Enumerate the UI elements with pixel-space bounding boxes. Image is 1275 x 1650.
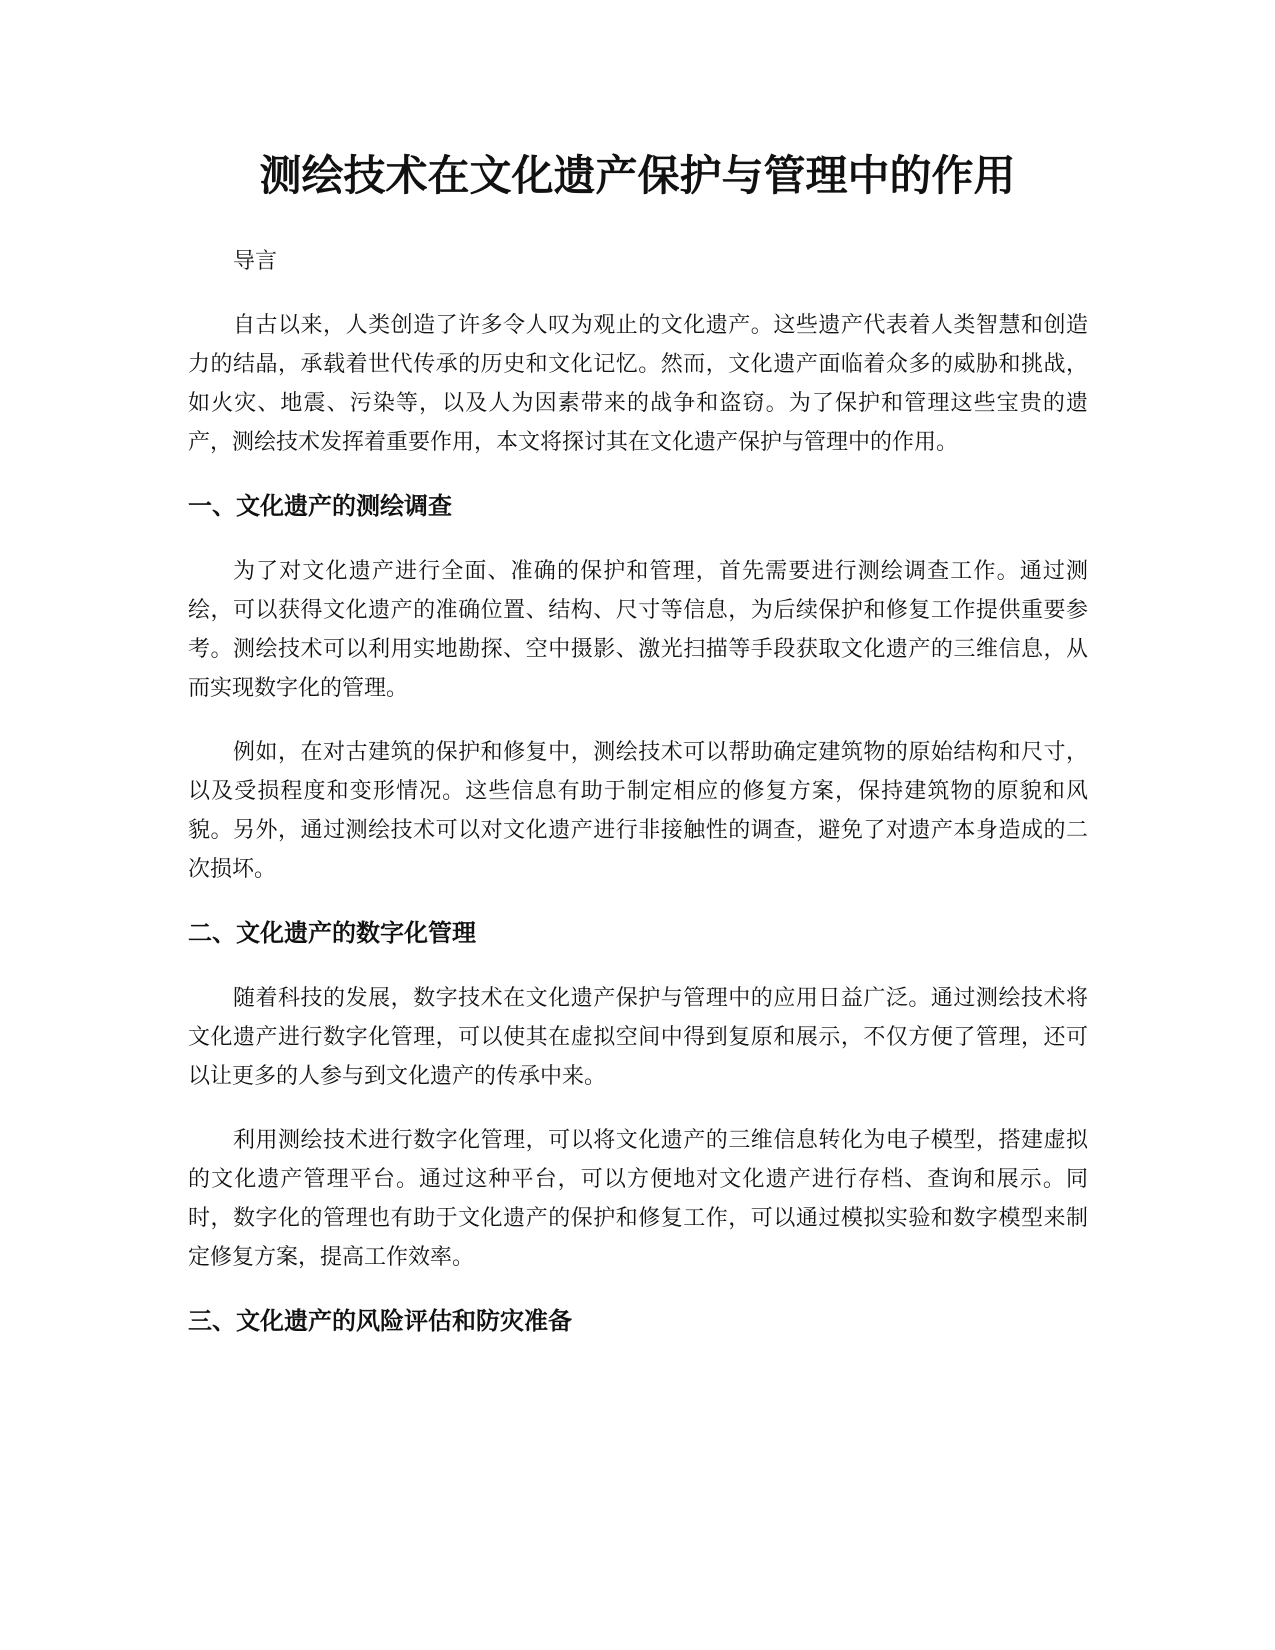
section-1-paragraph-1: 为了对文化遗产进行全面、准确的保护和管理，首先需要进行测绘调查工作。通过测绘，可以获得文化遗产的准确位置、结构、尺寸等信息，为后续保护和修复工作提供重要参考。测绘技术可以利用实地勘探、空中摄影、激光扫描等手段获取文化遗产的三维信息，从而实现数字化的管理。 bbox=[188, 559, 1088, 701]
section-2-paragraph-2: 利用测绘技术进行数字化管理，可以将文化遗产的三维信息转化为电子模型，搭建虚拟的文化遗产管理平台。通过这种平台，可以方便地对文化遗产进行存档、查询和展示。同时，数字化的管理也有助于文化遗产的保护和修复工作，可以通过模拟实验和数字模型来制定修复方案，提高工作效率。 bbox=[188, 1128, 1088, 1270]
document-body bbox=[188, 242, 1088, 1367]
section-1-paragraph-2: 例如，在对古建筑的保护和修复中，测绘技术可以帮助确定建筑物的原始结构和尺寸，以及受损程度和变形情况。这些信息有助于制定相应的修复方案，保持建筑物的原貌和风貌。另外，通过测绘技术可以对文化遗产进行非接触性的调查，避免了对遗产本身造成的二次损坏。 bbox=[188, 740, 1088, 882]
section-2-heading: 二、文化遗产的数字化管理 bbox=[188, 919, 476, 947]
intro-paragraph: 自古以来，人类创造了许多令人叹为观止的文化遗产。这些遗产代表着人类智慧和创造力的结晶，承载着世代传承的历史和文化记忆。然而，文化遗产面临着众多的威胁和挑战，如火灾、地震、污染等，以及人为因素带来的战争和盗窃。为了保护和管理这些宝贵的遗产，测绘技术发挥着重要作用，本文将探讨其在文化遗产保护与管理中的作用。 bbox=[188, 313, 1088, 455]
intro-label: 导言 bbox=[233, 249, 278, 274]
document-title: 测绘技术在文化遗产保护与管理中的作用 bbox=[259, 151, 1016, 200]
section-3-heading: 三、文化遗产的风险评估和防灾准备 bbox=[188, 1307, 572, 1335]
section-1-heading: 一、文化遗产的测绘调查 bbox=[188, 492, 452, 520]
section-2-paragraph-1: 随着科技的发展，数字技术在文化遗产保护与管理中的应用日益广泛。通过测绘技术将文化遗产进行数字化管理，可以使其在虚拟空间中得到复原和展示，不仅方便了管理，还可以让更多的人参与到文化遗产的传承中来。 bbox=[188, 986, 1088, 1089]
